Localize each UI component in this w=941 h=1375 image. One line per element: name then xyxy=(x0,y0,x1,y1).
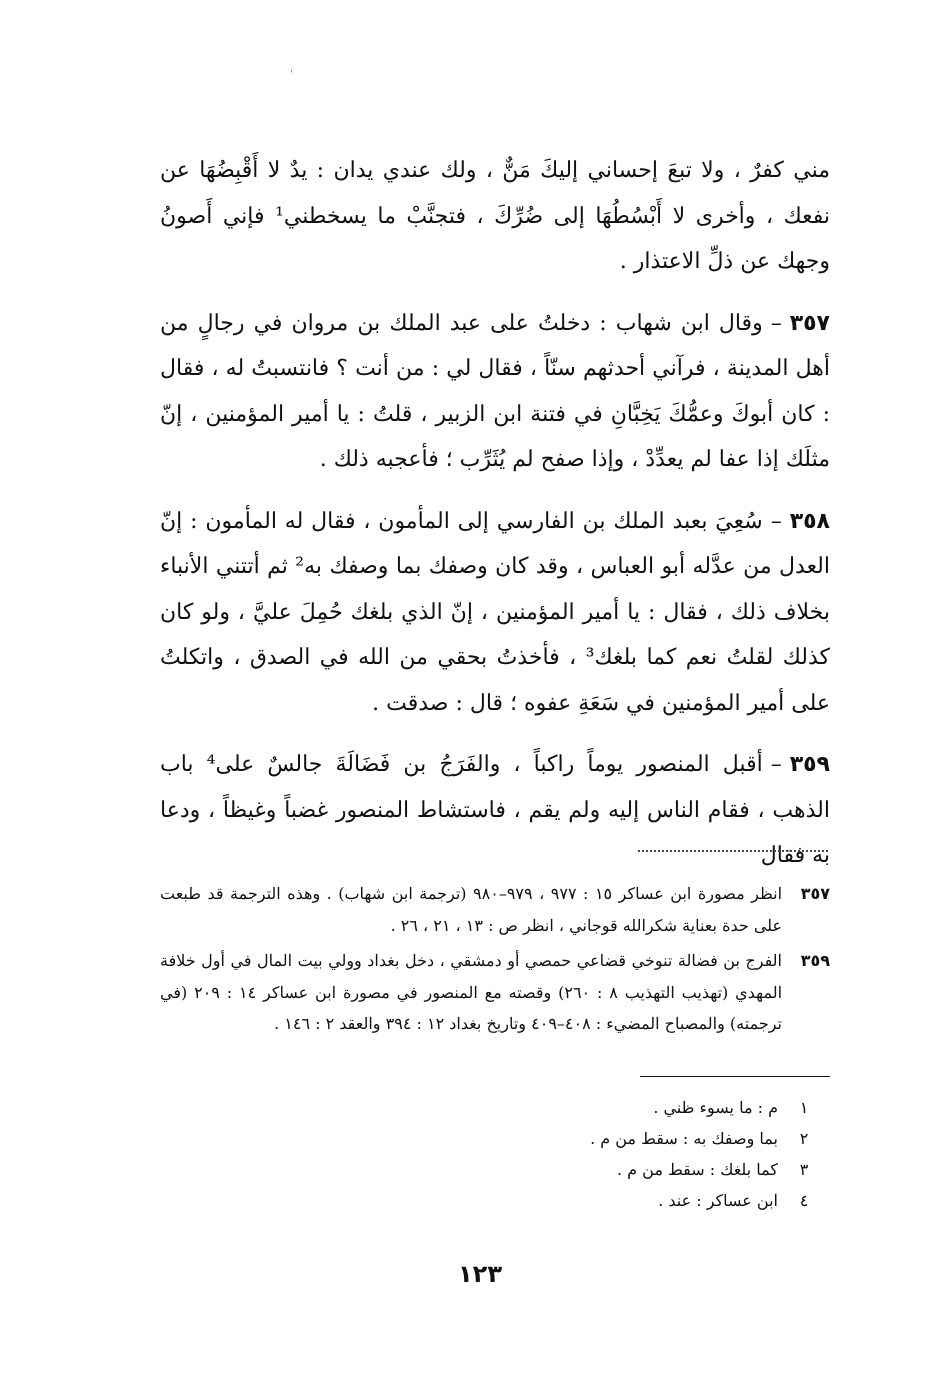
dash: – xyxy=(770,508,782,534)
variant-number: ٣ xyxy=(799,1160,809,1179)
footnote-text: الفرج بن فضالة تنوخي قضاعي حمصي أو دمشقي ، دخل بغداد وولي بيت المال في أول خلافة المهدي (تهذيب التهذيب ٨ : ٢٦٠) وقصته مع المنصور في مصورة ابن عساكر ١٤ : ٢٠٩ (في ترجمته) والمصباح المضيء : ٤٠٨–٤٠٩ وتاريخ بغداد ١٢ : ٣٩٤ والعقد ٢ : ١٤٦ . xyxy=(160,951,783,1033)
variant-note xyxy=(160,1185,830,1216)
paragraph-text: سُعِيَ بعبد الملك بن الفارسي إلى المأمون ، فقال له المأمون : إنّ العدل من عدَّله أبو العباس ، وقد كان وصفك بما وصفك به² ثم أتتني الأنباء بخلاف ذلك ، فقال : يا أمير المؤمنين ، إنّ الذي بلغك حُمِلَ عليَّ ، ولو كان كذلك لقلتُ نعم كما بلغك³ ، فأخذتُ بحقي من الله في الصدق ، واتكلتُ على أمير المؤمنين في سَعَةِ عفوه ؛ قال : صدقت . xyxy=(160,508,830,716)
variant-note xyxy=(160,1123,830,1154)
paragraph-text: وقال ابن شهاب : دخلتُ على عبد الملك بن مروان في رجالٍ من أهل المدينة ، فرآني أحدثهم سنّاً ، فقال لي : من أنت ؟ فانتسبتُ له ، فقال : كان أبوكَ وعمُّكَ يَخِبَّانِ في فتنة ابن الزبير ، قلتُ : يا أمير المؤمنين ، إنّ مثلَك إذا عفا لم يعدِّدْ ، وإذا صفح لم يُثَرِّب ؛ فأعجبه ذلك . xyxy=(160,310,830,472)
variant-notes xyxy=(160,1092,830,1216)
paragraph-number: ٣٥٩ xyxy=(789,752,830,777)
variant-number: ٢ xyxy=(799,1129,809,1148)
variant-text: بما وصفك به : سقط من م . xyxy=(590,1129,778,1148)
variant-note xyxy=(160,1154,830,1185)
main-text xyxy=(160,148,830,895)
paragraph-number: ٣٥٨ xyxy=(789,508,830,534)
paragraph-357 xyxy=(160,301,830,483)
paragraph-number: ٣٥٧ xyxy=(789,310,830,336)
variant-note xyxy=(160,1092,830,1123)
variant-number: ٤ xyxy=(799,1191,809,1210)
scan-mark: ʹ xyxy=(290,70,293,81)
variant-text: م : ما يسوء ظني . xyxy=(653,1098,778,1117)
footnote-359 xyxy=(160,945,830,1040)
footnote-text: انظر مصورة ابن عساكر ١٥ : ٩٧٧ ، ٩٧٩–٩٨٠ (ترجمة ابن شهاب) . وهذه الترجمة قد طبعت على حدة بعناية شكرالله قوجاني ، انظر ص : ١٣ ، ٢١ ، ٢٦ . xyxy=(160,884,783,935)
paragraph-text: أقبل المنصور يوماً راكباً ، والفَرَجُ بن فَضَالَةَ جالسٌ على⁴ باب الذهب ، فقام الناس إليه ولم يقم ، فاستشاط المنصور غضباً وغيظاً ، ودعا به فقال xyxy=(160,752,830,868)
paragraph-359 xyxy=(160,742,830,879)
footnote-357 xyxy=(160,878,830,941)
variant-text: كما بلغك : سقط من م . xyxy=(616,1160,778,1179)
paragraph-358 xyxy=(160,499,830,727)
footnote-separator-dotted xyxy=(638,850,828,852)
variants-separator xyxy=(640,1076,830,1077)
dash: – xyxy=(770,752,782,777)
variant-number: ١ xyxy=(799,1098,809,1117)
paragraph-text: مني كفرٌ ، ولا تبعَ إحساني إليكَ مَنٌّ ، ولك عندي يدان : يدٌ لا أَقْبِضُهَا عن نفعك ، وأخرى لا أَبْسُطُهَا إلى ضُرِّكَ ، فتجنَّبْ ما يسخطني¹ فإني أَصونُ وجهك عن ذلِّ الاعتذار . xyxy=(160,158,830,274)
variant-text: ابن عساكر : عند . xyxy=(658,1191,778,1210)
footnote-number: ٣٥٩ xyxy=(800,951,830,970)
dash: – xyxy=(770,310,782,336)
footnote-number: ٣٥٧ xyxy=(800,884,830,903)
page-number: ١٢٣ xyxy=(458,1260,502,1288)
paragraph-continuation xyxy=(160,148,830,285)
footnotes xyxy=(160,878,830,1044)
